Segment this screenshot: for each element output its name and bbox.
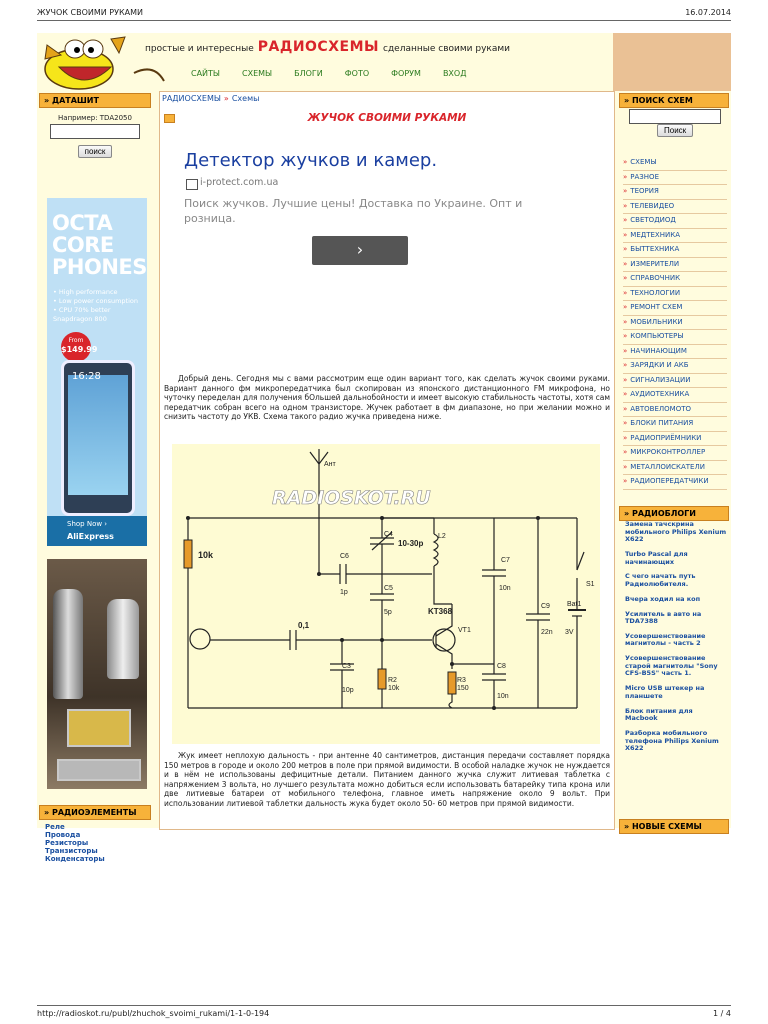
nav-schemes[interactable]: СХЕМЫ [242,69,273,78]
search-button[interactable]: Поиск [657,124,693,137]
nav-blogs[interactable]: БЛОГИ [294,69,323,78]
phone-ad-banner[interactable] [47,198,147,546]
label-c6: C6 [340,553,349,560]
category-label: ТЕЛЕВИДЕО [630,201,675,210]
label-c7v: 10n [499,585,511,592]
category-link[interactable]: » АВТОВЕЛОМОТО [623,403,727,418]
category-label: НАЧИНАЮЩИМ [630,346,687,355]
price-value: $149.99 [61,345,98,354]
category-label: СВЕТОДИОД [630,216,676,224]
site-slogan [145,39,510,55]
ad-bullet: Snapdragon 800 [53,315,107,323]
aliexpress-logo: AliExpress [67,532,114,541]
site-favicon-icon [186,179,198,190]
label-l2: L2 [438,533,446,540]
vu-meter-image [67,709,131,747]
radioelements-title: » РАДИОЭЛЕМЕНТЫ [39,805,151,820]
phone-image [61,360,135,516]
blog-link[interactable]: Turbo Pascal для начинающих [625,549,688,566]
category-link[interactable]: » СВЕТОДИОД [623,214,727,229]
datasheet-example: Например: TDA2050 [58,114,132,122]
category-label: МЕТАЛЛОИСКАТЕЛИ [630,462,705,471]
slogan-left: простые и интересные [145,44,254,54]
category-list [623,156,727,490]
category-label: КОМПЬЮТЕРЫ [630,332,684,340]
label-s1: S1 [586,581,595,588]
blog-link[interactable]: Блок питания для Macbook [625,706,693,723]
label-cin: 0,1 [298,621,310,630]
category-link[interactable]: » СХЕМЫ [623,156,727,171]
category-label: ТЕХНОЛОГИИ [630,288,681,297]
label-c5v: 5p [384,609,392,616]
category-label: РАЗНОЕ [630,172,659,181]
text-ad-description: Поиск жучков. Лучшие цены! Доставка по Украине. Опт и розница. [184,197,523,225]
category-label: АВТОВЕЛОМОТО [630,404,692,413]
bug-circuit-schematic [172,444,600,744]
new-schemes-block [619,819,729,834]
text-ad-title[interactable]: Детектор жучков и камер. [184,150,438,171]
tube-amp-photo[interactable] [47,559,147,789]
label-batv: 3V [565,629,574,636]
blog-link[interactable]: Усовершенствование магнитолы - часть 2 [625,631,706,648]
category-label: РЕМОНТ СХЕМ [630,303,683,311]
category-link[interactable]: » МОБИЛЬНИКИ [623,316,727,331]
category-link[interactable]: » МЕДТЕХНИКА [623,229,727,244]
left-sidebar [37,91,155,863]
label-ant: Ант [324,461,336,468]
article-paragraph: Жук имеет неплохую дальность - при антенне 40 сантиметров, дистанция передачи составляет порядка 150 метров в городе и около 200 метров в поле при прямой видимости. В особой наладке жучок не нуждается и в нём не использованы дефицитные детали. Питанием данного жучка служит литиевая таблетка с напряжением 3 вольта, но лучшего результата можно добиться если использовать батарейку типа крона или две литиевые батареи от мобильного телефона, главное иметь напряжение около 9 вольт. При использовании литиевой таблетки дальность жука будет около 50- 60 метров при прямой видимости. [164,751,610,808]
category-label: СХЕМЫ [630,158,657,166]
category-link[interactable]: » НАЧИНАЮЩИМ [623,345,727,360]
amp-panel-image [57,759,141,781]
blog-link[interactable]: С чего начать путь Радиолюбителя. [625,572,696,588]
new-schemes-title: » НОВЫЕ СХЕМЫ [619,819,729,834]
category-link[interactable]: » РАДИОПРИЁМНИКИ [623,432,727,447]
category-link[interactable]: » РАДИОПЕРЕДАТЧИКИ [623,475,727,490]
label-r2: R2 [388,677,397,684]
category-link[interactable]: » РАЗНОЕ [623,171,727,186]
search-input[interactable] [629,109,721,124]
label-c7: C7 [501,557,510,564]
site-header [37,33,731,91]
category-label: СИГНАЛИЗАЦИИ [630,375,691,384]
datasheet-block [39,93,151,156]
ad-headline [52,212,147,278]
label-r2v: 10k [388,685,400,692]
nav-forum[interactable]: ФОРУМ [391,69,421,78]
category-link[interactable]: » ТЕХНОЛОГИИ [623,287,727,302]
category-link[interactable]: » КОМПЬЮТЕРЫ [623,330,727,345]
print-header [37,6,731,21]
radioelements-block [39,805,151,820]
watermark-text: RADIOSKOT.RU [272,487,431,509]
radioelement-link[interactable]: Резисторы [45,839,89,847]
breadcrumb-home[interactable]: РАДИОСХЕМЫ [162,94,221,103]
main-nav [191,69,488,78]
category-label: РАДИОПЕРЕДАТЧИКИ [630,477,709,485]
radioelement-link[interactable]: Реле [45,823,65,831]
category-link[interactable]: » АУДИОТЕХНИКА [623,388,727,403]
blog-link[interactable]: Micro USB штекер на планшете [625,684,705,700]
nav-photo[interactable]: ФОТО [344,69,370,78]
search-title: » ПОИСК СХЕМ [619,93,729,108]
category-label: СПРАВОЧНИК [630,274,681,282]
datasheet-input[interactable] [50,124,140,139]
label-c4v: 10-30p [398,539,424,548]
print-footer [37,1005,731,1020]
ad-headline-line: PHONES [52,255,147,279]
search-block [619,93,729,108]
category-label: РАДИОПРИЁМНИКИ [630,433,702,442]
label-c6v: 1p [340,589,348,596]
ad-bullet: • CPU 70% better [53,306,111,314]
ad-bullet: • Low power consumption [53,297,139,305]
ad-headline-line: CORE [52,233,114,257]
label-vt1: VT1 [458,627,471,634]
site-logo-text[interactable]: РАДИОСХЕМЫ [257,39,380,55]
price-from: From [68,337,84,344]
header-right-panel [613,33,731,91]
blogs-block [619,506,729,521]
main-content [159,91,615,830]
ad-bullet: • High performance [53,288,118,296]
right-sidebar [617,91,731,831]
article-paragraph: Добрый день. Сегодня мы с вами рассмотрим еще один вариант того, как сделать жучок своими руками. Вариант данного фм микропередатчика был скопирован из японского дистанционного FM микрофона, но чуточку переделан для получения бОльшей дальнобойности и имеет высокую стабильность частоты, хотя сам передатчик собран всего на одном транзисторе. Жучек работает в фм диапазоне, но при желании можно и снизить частоту до УКВ. Схема такого радио жучка приведена ниже. [164,374,610,422]
ad-headline-line: OCTA [52,211,113,235]
print-title: ЖУЧОК СВОИМИ РУКАМИ [37,8,144,17]
phone-time: 16:28 [72,371,101,382]
label-c9v: 22n [541,629,553,636]
category-link[interactable]: » СИГНАЛИЗАЦИИ [623,374,727,389]
category-label: МИКРОКОНТРОЛЛЕР [630,448,706,456]
label-bat: Bat1 [567,601,582,608]
label-c3v: 10p [342,687,354,694]
blog-link[interactable]: Вчера ходил на коп [625,594,701,603]
radioelements-list [45,823,105,863]
radioelement-link[interactable]: Конденсаторы [45,855,105,863]
category-link[interactable]: » МИКРОКОНТРОЛЛЕР [623,446,727,461]
label-c5: C5 [384,585,393,592]
datasheet-title: » ДАТАШИТ [39,93,151,108]
text-ad-url[interactable]: i-protect.com.ua [200,177,279,188]
nav-login[interactable]: ВХОД [442,69,467,78]
label-r1: 10k [198,550,214,560]
category-label: МЕДТЕХНИКА [630,230,680,239]
breadcrumb-section[interactable]: Схемы [231,94,260,103]
blog-link[interactable]: Разборка мобильного телефона Philips Xenium X622 [625,728,719,753]
slogan-right: сделанные своими руками [383,44,510,54]
breadcrumb-sep: » [223,94,229,103]
label-c9: C9 [541,603,550,610]
category-label: ЗАРЯДКИ И АКБ [630,361,689,369]
category-link[interactable]: » ИЗМЕРИТЕЛИ [623,258,727,273]
label-c3: C3 [342,663,351,670]
datasheet-search-button[interactable]: поиск [78,145,113,158]
category-label: БЫТТЕХНИКА [630,245,680,253]
category-label: ИЗМЕРИТЕЛИ [630,259,680,268]
radioelement-link[interactable]: Провода [45,831,81,839]
category-label: МОБИЛЬНИКИ [630,317,683,326]
category-link[interactable]: » БЛОКИ ПИТАНИЯ [623,417,727,432]
category-link[interactable]: » БЫТТЕХНИКА [623,243,727,258]
label-c8v: 10n [497,693,509,700]
blog-link[interactable]: Усовершенствование старой магнитолы "Sony CFS-B5S" часть 1. [625,654,718,678]
label-vt: KT368 [428,607,453,616]
ad-bullets [53,288,138,324]
label-r3: R3 [457,677,466,684]
vacuum-tube-image [53,589,83,699]
category-label: ТЕОРИЯ [630,187,659,195]
category-label: АУДИОТЕХНИКА [630,390,690,398]
label-c8: C8 [497,663,506,670]
web-page [37,33,731,863]
category-link[interactable]: » МЕТАЛЛОИСКАТЕЛИ [623,461,727,476]
price-badge [61,332,98,362]
blog-link[interactable]: Усилитель в авто на TDA7388 [625,609,702,626]
ad-arrow-button[interactable]: › [312,236,408,265]
phone-screen [68,375,128,495]
print-page-number: 1 / 4 [713,1009,731,1018]
print-url: http://radioskot.ru/publ/zhuchok_svoimi_rukami/1-1-0-194 [37,1009,270,1018]
article-title: ЖУЧОК СВОИМИ РУКАМИ [307,112,467,124]
vacuum-tube-image [107,599,139,679]
print-date: 16.07.2014 [685,8,731,17]
category-link[interactable]: » ТЕЛЕВИДЕО [623,200,727,215]
category-link[interactable]: » СПРАВОЧНИК [623,272,727,287]
blogs-title: » РАДИОБЛОГИ [619,506,729,521]
label-r3v: 150 [457,685,469,692]
radioelement-link[interactable]: Транзисторы [45,847,98,855]
category-label: БЛОКИ ПИТАНИЯ [630,419,694,427]
category-link[interactable]: » ЗАРЯДКИ И АКБ [623,359,727,374]
blog-link[interactable]: Замена тачскрина мобильного Philips Xenium X622 [625,520,727,544]
label-c4: C4 [384,531,393,538]
nav-sites[interactable]: САЙТЫ [191,69,220,78]
category-link[interactable]: » ТЕОРИЯ [623,185,727,200]
shop-now-link[interactable]: Shop Now › [67,520,108,528]
blog-list [625,521,727,760]
breadcrumb [162,94,259,103]
category-link[interactable]: » РЕМОНТ СХЕМ [623,301,727,316]
